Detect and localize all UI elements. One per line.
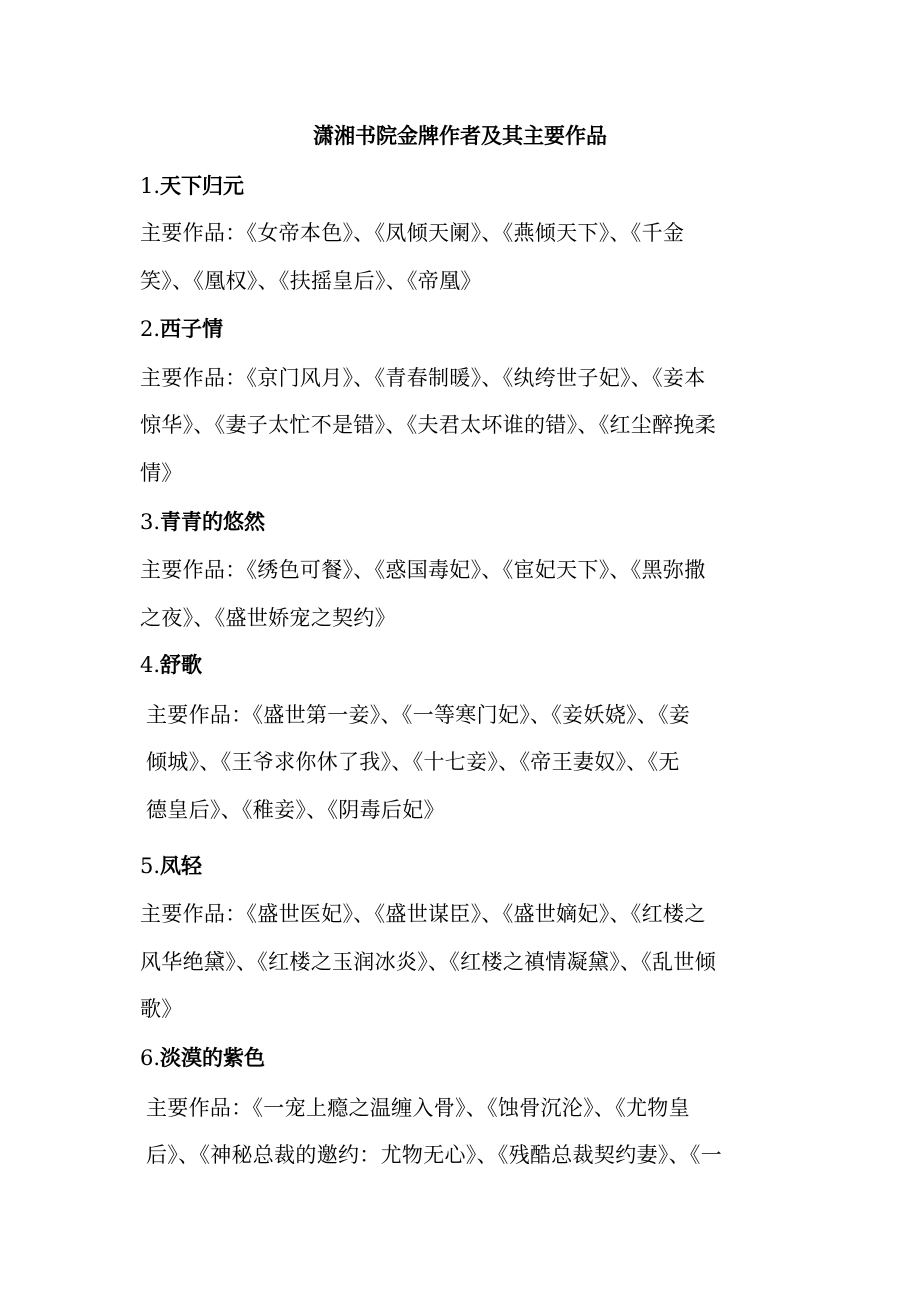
author-name: 西子情 (160, 317, 224, 341)
section-number: 1. (140, 174, 161, 198)
section-heading-3 (140, 507, 265, 537)
works-line: 主要作品：《盛世医妃》、《盛世谋臣》、《盛世嫡妃》、《红楼之 (140, 902, 706, 926)
works-line: 后》、《神秘总裁的邀约：尤物无心》、《残酷总裁契约妻》、《一 (146, 1143, 722, 1167)
section-heading-2 (140, 314, 223, 344)
section-heading-1 (140, 171, 244, 201)
author-name: 淡漠的紫色 (160, 1046, 266, 1070)
section-heading-5 (140, 851, 202, 881)
works-line: 主要作品：《绣色可餐》、《惑国毒妃》、《宦妃天下》、《黑弥撒 (140, 558, 706, 582)
section-number: 5. (140, 854, 161, 878)
section-number: 6. (140, 1046, 161, 1070)
document-title: 潇湘书院金牌作者及其主要作品 (313, 124, 607, 148)
author-name: 青青的悠然 (160, 510, 266, 534)
works-line: 主要作品：《一宠上瘾之温缠入骨》、《蚀骨沉沦》、《尤物皇 (146, 1096, 690, 1120)
section-number: 3. (140, 510, 161, 534)
works-line: 之夜》、《盛世娇宠之契约》 (140, 606, 396, 630)
author-name: 天下归元 (160, 174, 245, 198)
works-line: 德皇后》、《稚妾》、《阴毒后妃》 (146, 798, 445, 822)
works-line: 歌》 (140, 997, 183, 1021)
works-line: 笑》、《凰权》、《扶摇皇后》、《帝凰》 (140, 269, 482, 293)
section-heading-4 (140, 650, 202, 680)
works-line: 主要作品：《盛世第一妾》、《一等寒门妃》、《妾妖娆》、《妾 (146, 703, 691, 727)
works-line: 主要作品：《京门风月》、《青春制暖》、《纨绔世子妃》、《妾本 (140, 366, 706, 390)
works-line: 风华绝黛》、《红楼之玉润冰炎》、《红楼之禛情凝黛》、《乱世倾 (140, 950, 716, 974)
section-number: 2. (140, 317, 161, 341)
section-heading-6 (140, 1043, 265, 1073)
works-line: 主要作品：《女帝本色》、《凤倾天阑》、《燕倾天下》、《千金 (140, 221, 685, 245)
works-line: 倾城》、《王爷求你休了我》、《十七妾》、《帝王妻奴》、《无 (146, 750, 680, 774)
author-name: 舒歌 (160, 653, 203, 677)
works-line: 情》 (140, 461, 183, 485)
section-number: 4. (140, 653, 161, 677)
author-name: 凤轻 (160, 854, 203, 878)
works-line: 惊华》、《妻子太忙不是错》、《夫君太坏谁的错》、《红尘醉挽柔 (140, 413, 716, 437)
